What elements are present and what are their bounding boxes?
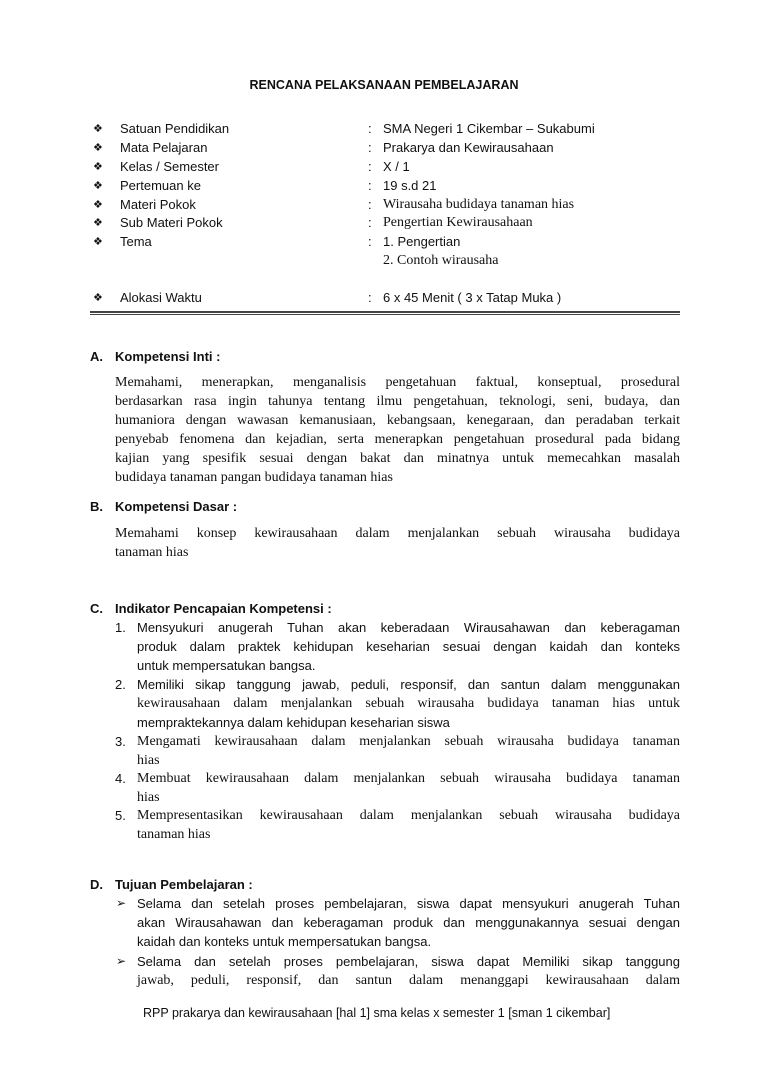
list-item-line: Mensyukuri anugerah Tuhan akan keberadaan Wirausahawan dan keberagaman xyxy=(137,620,680,635)
arrow-bullet-icon: ➢ xyxy=(116,954,127,968)
info-label: Satuan Pendidikan xyxy=(120,121,230,136)
diamond-bullet-icon: ❖ xyxy=(93,123,103,135)
section-letter: A. xyxy=(90,349,103,364)
info-value: Pengertian Kewirausahaan xyxy=(383,215,533,230)
list-item-line: kaidah dan konteks untuk mempersatukan bangsa. xyxy=(137,934,432,949)
diamond-bullet-icon: ❖ xyxy=(93,199,103,211)
diamond-bullet-icon: ❖ xyxy=(93,292,103,304)
colon: : xyxy=(368,215,372,230)
list-item-line: Membuat kewirausahaan dalam menjalankan sebuah wirausaha budidaya tanaman xyxy=(137,771,680,786)
colon: : xyxy=(368,234,372,249)
list-number: 2. xyxy=(115,677,126,692)
info-row xyxy=(93,234,693,268)
info-value: 1. Pengertian xyxy=(383,234,461,249)
info-row xyxy=(93,178,693,197)
section-letter: B. xyxy=(90,499,103,514)
info-value: 6 x 45 Menit ( 3 x Tatap Muka ) xyxy=(383,290,562,305)
info-label: Tema xyxy=(120,234,152,249)
info-value-line-2: 2. Contoh wirausaha xyxy=(383,253,499,268)
diamond-bullet-icon: ❖ xyxy=(93,217,103,229)
colon: : xyxy=(368,159,372,174)
section-title: Indikator Pencapaian Kompetensi : xyxy=(115,601,332,616)
list-number: 1. xyxy=(115,620,126,635)
list-item-line: Selama dan setelah proses pembelajaran, siswa dapat mensyukuri anugerah Tuhan xyxy=(137,896,680,911)
paragraph-line: penyebab fenomena dan kejadian, serta menerapkan pengetahuan prosedural pada bidang xyxy=(115,432,680,447)
info-label: Sub Materi Pokok xyxy=(120,215,223,230)
list-item-line: jawab, peduli, responsif, dan santun dalam menanggapi kewirausahaan dalam xyxy=(137,973,680,988)
info-label: Alokasi Waktu xyxy=(120,290,202,305)
info-row xyxy=(93,159,693,178)
info-label: Mata Pelajaran xyxy=(120,140,208,155)
list-item-line: hias xyxy=(137,790,160,805)
info-label: Materi Pokok xyxy=(120,197,196,212)
page-footer: RPP prakarya dan kewirausahaan [hal 1] sma kelas x semester 1 [sman 1 cikembar] xyxy=(143,1006,611,1020)
paragraph-line: budidaya tanaman pangan budidaya tanaman hias xyxy=(115,470,393,485)
list-item-line: Memiliki sikap tanggung jawab, peduli, responsif, dan santun dalam menggunakan xyxy=(137,677,680,692)
list-number: 4. xyxy=(115,771,126,786)
info-label: Pertemuan ke xyxy=(120,178,201,193)
paragraph-line: kajian yang spesifik sesuai dengan bakat dan minatnya untuk memecahkan masalah xyxy=(115,451,680,466)
list-item-line: kewirausahaan dalam menjalankan sebuah wirausaha budidaya tanaman hias untuk xyxy=(137,696,680,711)
info-value: Wirausaha budidaya tanaman hias xyxy=(383,197,575,212)
list-item-line: hias xyxy=(137,753,160,768)
list-item-line: tanaman hias xyxy=(137,827,211,842)
list-number: 3. xyxy=(115,734,126,749)
info-value: 19 s.d 21 xyxy=(383,178,437,193)
colon: : xyxy=(368,121,372,136)
colon: : xyxy=(368,197,372,212)
section-title: Kompetensi Dasar : xyxy=(115,499,238,514)
diamond-bullet-icon: ❖ xyxy=(93,161,103,173)
info-row xyxy=(93,121,693,140)
info-row xyxy=(93,290,693,309)
list-item-line: Mengamati kewirausahaan dalam menjalankan sebuah wirausaha budidaya tanaman xyxy=(137,734,680,749)
info-value: X / 1 xyxy=(383,159,410,174)
colon: : xyxy=(368,290,372,305)
list-item-line: Selama dan setelah proses pembelajaran, siswa dapat Memiliki sikap tanggung xyxy=(137,954,680,969)
list-number: 5. xyxy=(115,808,126,823)
arrow-bullet-icon: ➢ xyxy=(116,896,127,910)
diamond-bullet-icon: ❖ xyxy=(93,142,103,154)
document-title: RENCANA PELAKSANAAN PEMBELAJARAN xyxy=(249,78,519,92)
section-title: Kompetensi Inti : xyxy=(115,349,221,364)
list-item-line: Mempresentasikan kewirausahaan dalam menjalankan sebuah wirausaha budidaya xyxy=(137,808,680,823)
info-row xyxy=(93,215,693,234)
list-item-line: untuk mempersatukan bangsa. xyxy=(137,658,316,673)
paragraph-line: Memahami, menerapkan, menganalisis pengetahuan faktual, konseptual, prosedural xyxy=(115,375,680,390)
paragraph-line: humaniora dengan wawasan kemanusiaan, kebangsaan, kenegaraan, dan peradaban terkait xyxy=(115,413,680,428)
info-row xyxy=(93,140,693,159)
info-row xyxy=(93,197,693,216)
list-item-line: produk dalam praktek kehidupan keseharian sesuai dengan kaidah dan konteks xyxy=(137,639,680,654)
list-item-line: akan Wirausahawan dan keberagaman produk dan menggunakannya sesuai dengan xyxy=(137,915,680,930)
diamond-bullet-icon: ❖ xyxy=(93,180,103,192)
colon: : xyxy=(368,178,372,193)
section-title: Tujuan Pembelajaran : xyxy=(115,877,253,892)
double-rule-divider xyxy=(90,311,680,315)
paragraph-line: tanaman hias xyxy=(115,545,189,560)
colon: : xyxy=(368,140,372,155)
info-value: SMA Negeri 1 Cikembar – Sukabumi xyxy=(383,121,595,136)
diamond-bullet-icon: ❖ xyxy=(93,236,103,248)
info-label: Kelas / Semester xyxy=(120,159,219,174)
paragraph-line: Memahami konsep kewirausahaan dalam menjalankan sebuah wirausaha budidaya xyxy=(115,526,680,541)
list-item-line: mempraktekannya dalam kehidupan keseharian siswa xyxy=(137,715,450,730)
section-letter: C. xyxy=(90,601,103,616)
info-value: Prakarya dan Kewirausahaan xyxy=(383,140,554,155)
paragraph-line: berdasarkan rasa ingin tahunya tentang ilmu pengetahuan, teknologi, seni, budaya, dan xyxy=(115,394,680,409)
section-letter: D. xyxy=(90,877,103,892)
